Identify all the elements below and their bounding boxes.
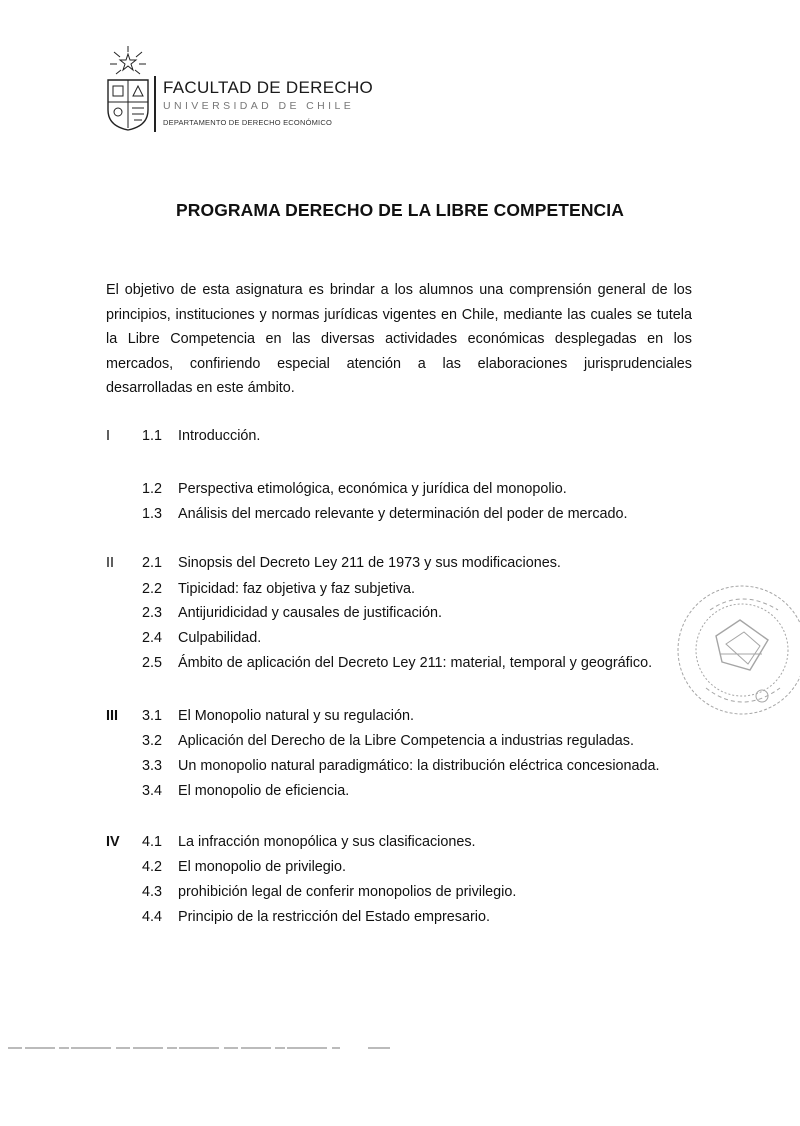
item-text: Aplicación del Derecho de la Libre Competencia a industrias reguladas. bbox=[178, 733, 634, 749]
department-name: DEPARTAMENTO DE DERECHO ECONÓMICO bbox=[163, 118, 332, 127]
section-numeral: II bbox=[106, 555, 114, 571]
item-number: 1.2 bbox=[142, 481, 163, 497]
item-text: El Monopolio natural y su regulación. bbox=[178, 708, 414, 724]
item-number: 3.4 bbox=[142, 783, 163, 799]
item-number: 2.5 bbox=[142, 655, 163, 671]
item-text: Tipicidad: faz objetiva y faz subjetiva. bbox=[178, 581, 416, 597]
item-number: 2.2 bbox=[142, 581, 163, 597]
item-number: 2.1 bbox=[142, 555, 163, 571]
item-number: 4.4 bbox=[142, 909, 163, 925]
section-numeral: I bbox=[106, 428, 110, 444]
item-text: El monopolio de eficiencia. bbox=[178, 783, 350, 799]
item-number: 3.1 bbox=[142, 708, 163, 724]
item-number: 2.4 bbox=[142, 630, 163, 646]
item-text: Un monopolio natural paradigmático: la distribución eléctrica concesionada. bbox=[178, 758, 660, 774]
item-number: 2.3 bbox=[142, 605, 163, 621]
department-stamp-icon bbox=[670, 570, 800, 730]
item-text: Perspectiva etimológica, económica y jurídica del monopolio. bbox=[178, 481, 567, 497]
item-text: Sinopsis del Decreto Ley 211 de 1973 y sus modificaciones. bbox=[178, 555, 561, 571]
intro-paragraph: El objetivo de esta asignatura es brindar a los alumnos una comprensión general de los principios, instituciones y normas jurídicas vigentes en Chile, mediante las cuales se tutela la Libre Competencia en las diversas actividades económicas desplegadas en los mercados, confiriendo especial atención a las elaboraciones jurisprudenciales desarrolladas en este ámbito. bbox=[106, 282, 692, 397]
university-name: UNIVERSIDAD DE CHILE bbox=[163, 100, 355, 112]
document-title: PROGRAMA DERECHO DE LA LIBRE COMPETENCIA bbox=[176, 200, 624, 220]
item-number: 4.3 bbox=[142, 884, 163, 900]
item-text: El monopolio de privilegio. bbox=[178, 859, 346, 875]
item-number: 3.2 bbox=[142, 733, 163, 749]
item-text: Principio de la restricción del Estado empresario. bbox=[178, 909, 490, 925]
item-text: Ámbito de aplicación del Decreto Ley 211: material, temporal y geográfico. bbox=[178, 655, 653, 671]
section-numeral: IV bbox=[106, 834, 120, 850]
item-number: 4.2 bbox=[142, 859, 163, 875]
item-text: prohibición legal de conferir monopolios de privilegio. bbox=[178, 884, 517, 900]
item-text: Antijuridicidad y causales de justificación. bbox=[178, 605, 442, 621]
footer-rule bbox=[0, 1046, 400, 1050]
item-number: 1.3 bbox=[142, 506, 163, 522]
item-number: 4.1 bbox=[142, 834, 163, 850]
item-number: 1.1 bbox=[142, 428, 163, 444]
item-text: Introducción. bbox=[178, 428, 261, 444]
item-number: 3.3 bbox=[142, 758, 163, 774]
item-text: La infracción monopólica y sus clasificaciones. bbox=[178, 834, 476, 850]
item-text: Análisis del mercado relevante y determinación del poder de mercado. bbox=[178, 506, 628, 522]
item-text: Culpabilidad. bbox=[178, 630, 262, 646]
section-numeral: III bbox=[106, 708, 118, 724]
faculty-name: FACULTAD DE DERECHO bbox=[163, 78, 374, 97]
